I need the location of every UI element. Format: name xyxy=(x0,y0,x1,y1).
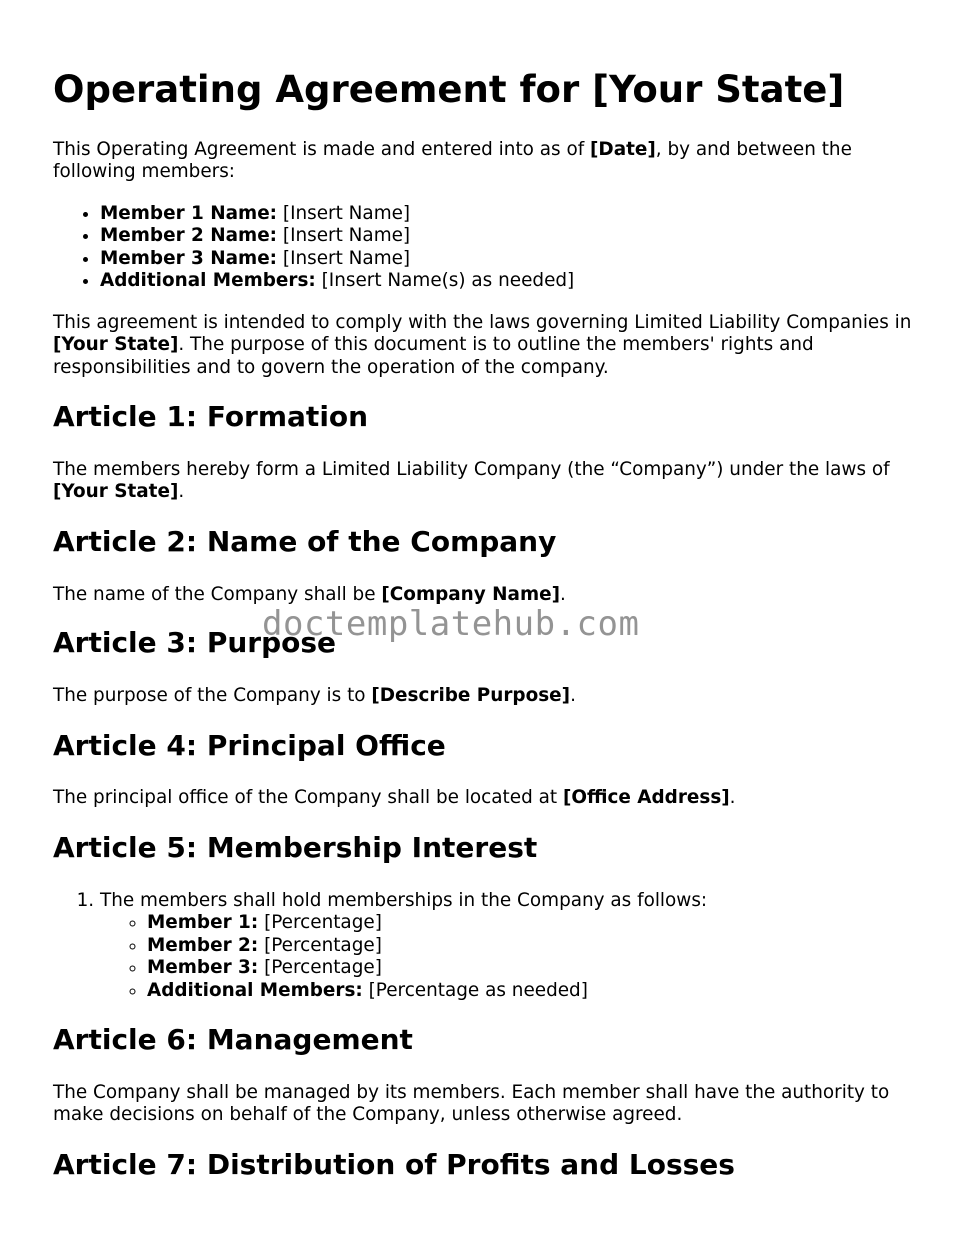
article-2-heading: Article 2: Name of the Company xyxy=(53,525,557,558)
list-item: ◦ Member 3: [Percentage] xyxy=(147,957,707,979)
list-item: 1. The members shall hold memberships in the Company as follows: ◦ Member 1: [Percentage] ◦ Member 2: [Percentage] ◦ Member 3: [Percentage] ◦ Additional Members: [Percentage as needed] xyxy=(100,890,707,1002)
list-item: • Member 2 Name: [Insert Name] xyxy=(100,225,574,247)
members-list xyxy=(53,203,574,293)
document-title: Operating Agreement for [Your State] xyxy=(53,68,845,111)
list-item: ◦ Member 2: [Percentage] xyxy=(147,935,707,957)
intro-text: This Operating Agreement is made and entered into as of xyxy=(53,139,591,160)
list-item: ◦ Additional Members: [Percentage as needed] xyxy=(147,980,707,1002)
watermark-text: doctemplatehub.com xyxy=(262,604,640,644)
list-item: • Member 1 Name: [Insert Name] xyxy=(100,203,574,225)
intro-date: [Date] xyxy=(590,139,656,160)
intro-paragraph xyxy=(53,139,923,184)
intro-text-end: , by and between the following members: xyxy=(53,139,852,183)
membership-interest-list xyxy=(53,890,707,1002)
article-1-heading: Article 1: Formation xyxy=(53,400,369,433)
article-5-heading: Article 5: Membership Interest xyxy=(53,831,538,864)
compliance-paragraph: This agreement is intended to comply with the laws governing Limited Liability Companies in [Your State]. The purpose of this document is to outline the members' rights and responsibilities and to govern the operation of the company. xyxy=(53,312,912,378)
list-item: ◦ Member 1: [Percentage] xyxy=(147,912,707,934)
article-1-text: The members hereby form a Limited Liability Company (the “Company”) under the laws of [Your State]. xyxy=(53,459,890,503)
list-item: • Additional Members: [Insert Name(s) as needed] xyxy=(100,270,574,292)
article-3-heading: Article 3: Purpose xyxy=(53,626,337,659)
list-item: • Member 3 Name: [Insert Name] xyxy=(100,248,574,270)
article-4-text: The principal office of the Company shall be located at [Office Address]. xyxy=(53,787,736,808)
article-3-text: The purpose of the Company is to [Describe Purpose]. xyxy=(53,685,576,706)
article-6-text: The Company shall be managed by its members. Each member shall have the authority to make decisions on behalf of the Company, unless otherwise agreed. xyxy=(53,1082,890,1126)
membership-shares-list xyxy=(100,912,707,1002)
article-4-heading: Article 4: Principal Office xyxy=(53,729,446,762)
article-7-heading: Article 7: Distribution of Profits and Losses xyxy=(53,1148,735,1181)
article-6-heading: Article 6: Management xyxy=(53,1023,413,1056)
article-2-text: The name of the Company shall be [Company Name]. xyxy=(53,584,566,605)
